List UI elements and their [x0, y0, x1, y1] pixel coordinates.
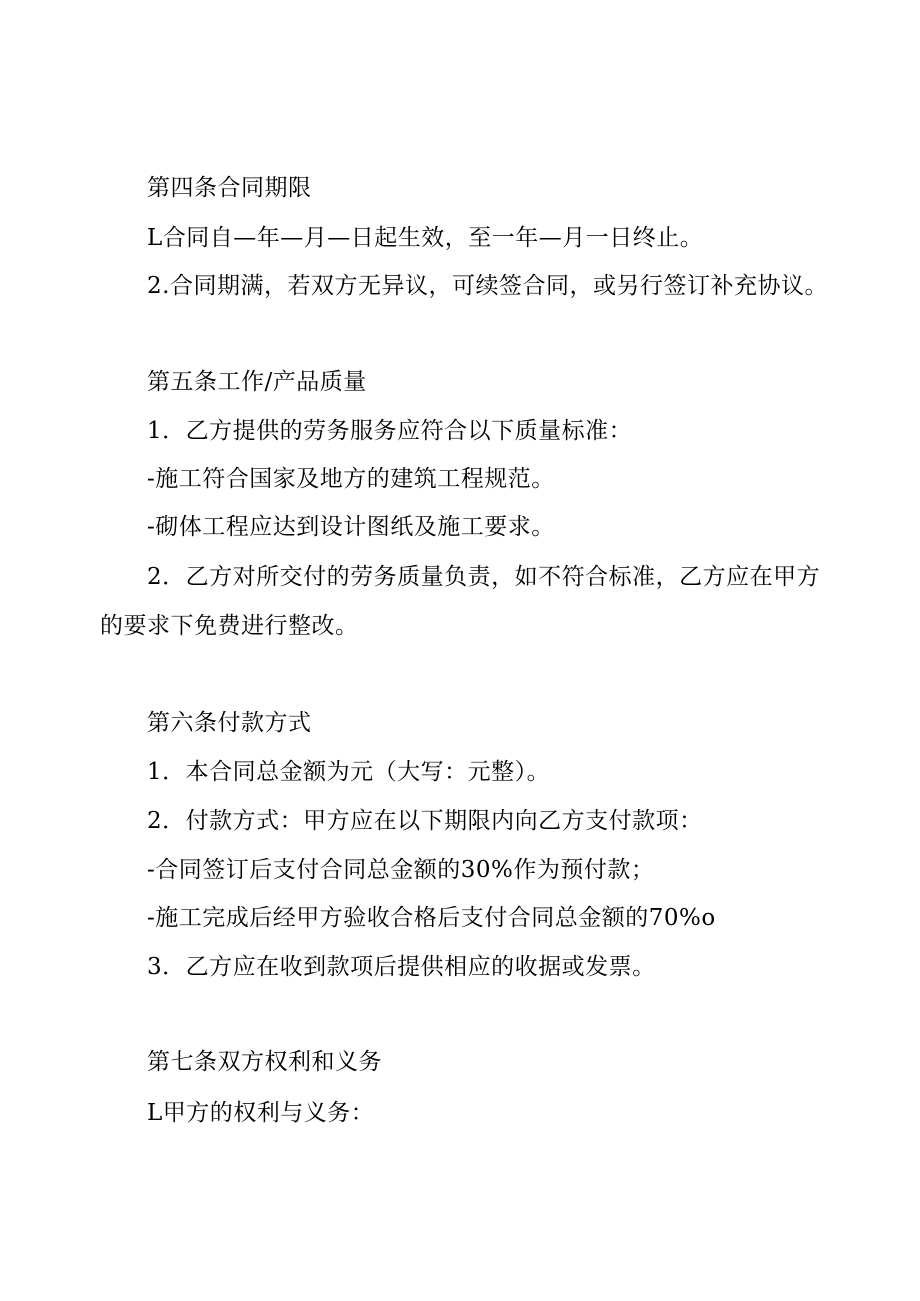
- section-6-bullet-2: -施工完成后经甲方验收合格后支付合同总金额的70%o: [147, 905, 716, 931]
- section-5-item-2-continued: 的要求下免费进行整改。: [100, 613, 359, 639]
- section-7-heading: 第七条双方权利和义务: [147, 1049, 382, 1075]
- section-5-heading: 第五条工作/产品质量: [147, 369, 367, 395]
- section-6-item-2: 2．付款方式：甲方应在以下期限内向乙方支付款项：: [147, 808, 703, 834]
- section-5-item-2: 2．乙方对所交付的劳务质量负责，如不符合标准，乙方应在甲方: [147, 564, 821, 590]
- section-6-item-3: 3．乙方应在收到款项后提供相应的收据或发票。: [147, 954, 656, 980]
- section-6-heading: 第六条付款方式: [147, 710, 312, 736]
- section-6-bullet-1: -合同签订后支付合同总金额的30%作为预付款；: [147, 857, 655, 883]
- section-4-item-1: L合同自—年—月—日起生效，至一年—月一日终止。: [147, 225, 704, 251]
- section-4-heading: 第四条合同期限: [147, 175, 312, 201]
- section-4-item-2: 2.合同期满，若双方无异议，可续签合同，或另行签订补充协议。: [147, 273, 828, 299]
- section-5-bullet-2: -砌体工程应达到设计图纸及施工要求。: [147, 514, 555, 540]
- section-7-item-1: L甲方的权利与义务：: [147, 1100, 375, 1126]
- section-6-item-1: 1．本合同总金额为元（大写：元整）。: [147, 759, 551, 785]
- section-5-bullet-1: -施工符合国家及地方的建筑工程规范。: [147, 466, 555, 492]
- section-5-item-1: 1．乙方提供的劳务服务应符合以下质量标准：: [147, 418, 633, 444]
